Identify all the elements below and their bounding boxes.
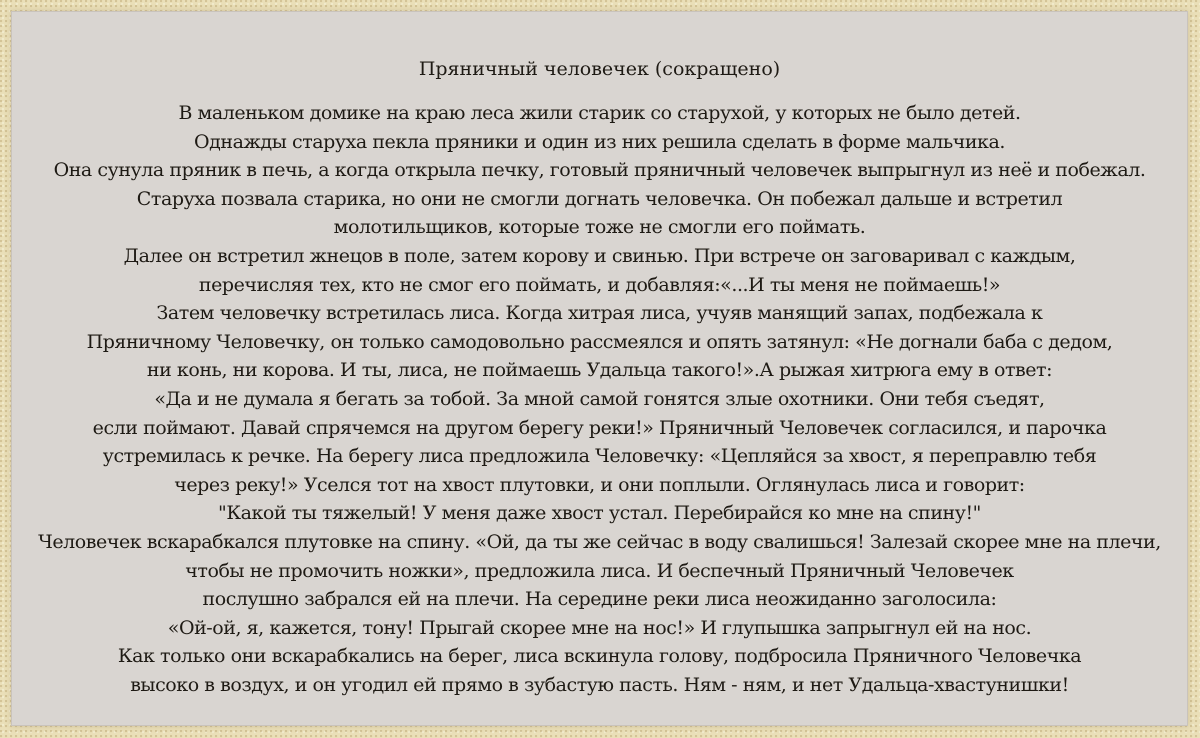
story-line: Как только они вскарабкались на берег, лиса вскинула голову, подбросила Пряничного Человечка — [117, 645, 1082, 668]
story-line: молотильщиков, которые тоже не смогли его поймать. — [333, 216, 866, 239]
story-line: Пряничному Человечку, он только самодовольно рассмеялся и опять затянул: «Не догнали баба с дедом, — [86, 330, 1113, 353]
story-line: «Ой-ой, я, кажется, тону! Прыгай скорее мне на нос!» И глупышка запрыгнул ей на нос. — [167, 616, 1032, 639]
story-line: чтобы не промочить ножки», предложила лиса. И беспечный Пряничный Человечек — [185, 559, 1014, 582]
story-line: ни конь, ни корова. И ты, лиса, не поймаешь Удальца такого!».А рыжая хитрюга ему в ответ: — [146, 359, 1053, 382]
story-line: если поймают. Давай спрячемся на другом берегу реки!» Пряничный Человечек согласился, и парочка — [92, 416, 1107, 439]
story-line: Далее он встретил жнецов в поле, затем корову и свинью. При встрече он заговаривал с каждым, — [123, 244, 1076, 267]
story-line: высоко в воздух, и он угодил ей прямо в зубастую пасть. Ням - ням, и нет Удальца-хвастунишки! — [130, 673, 1069, 696]
text-card — [11, 11, 1188, 726]
story-line: через реку!» Уселся тот на хвост плутовки, и они поплыли. Оглянулась лиса и говорит: — [174, 473, 1025, 496]
story-line: послушно забрался ей на плечи. На середине реки лиса неожиданно заголосила: — [202, 588, 997, 611]
story-line: «Да и не думала я бегать за тобой. За мной самой гонятся злые охотники. Они тебя съедят, — [154, 387, 1045, 410]
story-line: Человечек вскарабкался плутовке на спину. «Ой, да ты же сейчас в воду свалишься! Залезай скорее мне на плечи, — [38, 530, 1161, 553]
story-line: перечисляя тех, кто не смог его поймать, и добавляя:«...И ты меня не поймаешь!» — [198, 273, 1001, 296]
story-title: Пряничный человечек (сокращено) — [418, 58, 781, 80]
story-line: Старуха позвала старика, но они не смогли догнать человечка. Он побежал дальше и встретил — [136, 187, 1063, 210]
story-line: Затем человечку встретилась лиса. Когда хитрая лиса, учуяв манящий запах, подбежала к — [156, 302, 1043, 325]
story-line: устремилась к речке. На берегу лиса предложила Человечку: «Цепляйся за хвост, я переправлю тебя — [102, 445, 1097, 468]
story-line: "Какой ты тяжелый! У меня даже хвост устал. Перебирайся ко мне на спину!" — [218, 502, 981, 525]
story-line: Однажды старуха пекла пряники и один из них решила сделать в форме мальчика. — [194, 130, 1005, 153]
story-line: В маленьком домике на краю леса жили старик со старухой, у которых не было детей. — [178, 102, 1021, 124]
story-body — [12, 99, 1187, 699]
story-line: Она сунула пряник в печь, а когда открыла печку, готовый пряничный человечек выпрыгнул из неё и побежал. — [53, 159, 1146, 182]
